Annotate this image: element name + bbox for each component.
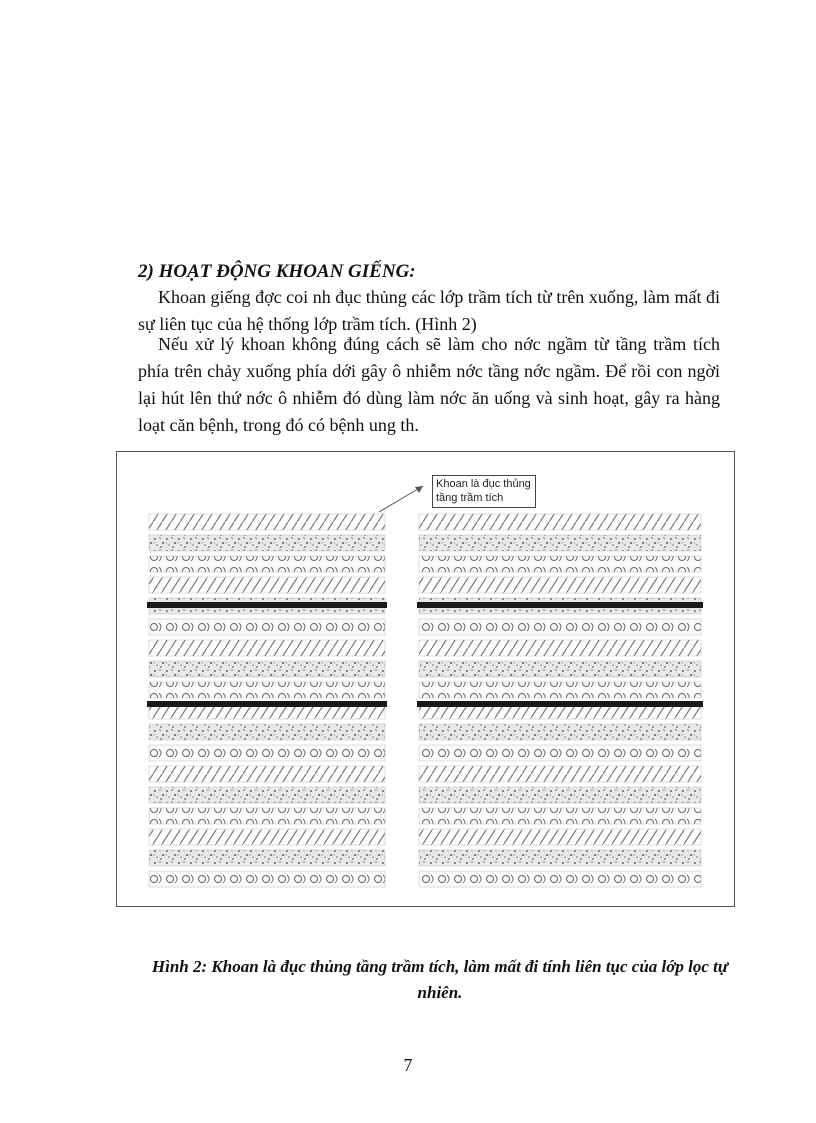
strata-band — [149, 682, 385, 698]
strata-band — [149, 787, 385, 803]
strata-band — [149, 577, 385, 593]
strata-band — [419, 640, 701, 656]
paragraph-1-text: Khoan giếng đợc coi nh đục thủng các lớp trầm tích từ trên xuống, làm mất đi sự liên tục của hệ thống lớp trầm tích. (Hình 2) — [138, 287, 720, 334]
strata-band — [419, 745, 701, 761]
strata-band — [419, 829, 701, 845]
strata-band — [149, 619, 385, 635]
impermeable-layer — [147, 602, 387, 608]
strata-band — [149, 850, 385, 866]
callout-line-2: tầng trầm tích — [436, 492, 504, 504]
strata-band — [149, 640, 385, 656]
callout-line-1: Khoan là đục thủng — [436, 478, 531, 490]
strata-band — [419, 766, 701, 782]
strata-band — [149, 766, 385, 782]
strata-band — [149, 724, 385, 740]
strata-band — [419, 682, 701, 698]
paragraph-2 — [138, 331, 720, 439]
strata-band — [149, 535, 385, 551]
strata-band — [419, 556, 701, 572]
strata-band — [419, 808, 701, 824]
strata-band — [419, 619, 701, 635]
strata-band — [419, 577, 701, 593]
strata-band — [149, 808, 385, 824]
strata-band — [149, 514, 385, 530]
strata-band — [419, 850, 701, 866]
strata-band — [419, 661, 701, 677]
page-number: 7 — [403, 1055, 413, 1075]
paragraph-1 — [138, 284, 720, 338]
impermeable-layer — [417, 602, 703, 608]
strata-band — [149, 661, 385, 677]
strata-band — [149, 829, 385, 845]
strata-band — [419, 514, 701, 530]
strata-band — [419, 535, 701, 551]
strata-band — [419, 871, 701, 887]
figure-caption: Hình 2: Khoan là đục thủng tầng trầm tích, làm mất đi tính liên tục của lớp lọc tự nhiên. — [151, 957, 729, 1002]
callout-arrow — [379, 486, 423, 512]
strata-band — [419, 724, 701, 740]
strata-band — [149, 871, 385, 887]
strata-layers — [147, 514, 703, 887]
strata-band — [149, 745, 385, 761]
section-heading: 2) HOẠT ĐỘNG KHOAN GIẾNG: — [138, 261, 416, 282]
figure-frame — [116, 451, 735, 907]
strata-diagram — [117, 452, 736, 908]
callout-box — [432, 475, 536, 508]
impermeable-layer — [147, 701, 387, 707]
strata-band — [149, 556, 385, 572]
strata-band — [419, 787, 701, 803]
paragraph-2-text: Nếu xử lý khoan không đúng cách sẽ làm cho nớc ngầm từ tầng trầm tích phía trên chảy xuống phía dới gây ô nhiễm nớc tầng nớc ngầm. Để rồi con ngời lại hút lên thứ nớc ô nhiễm đó dùng làm nớc ăn uống và sinh hoạt, gây ra hàng loạt căn bệnh, trong đó có bệnh ung th. — [138, 334, 720, 435]
impermeable-layer — [417, 701, 703, 707]
